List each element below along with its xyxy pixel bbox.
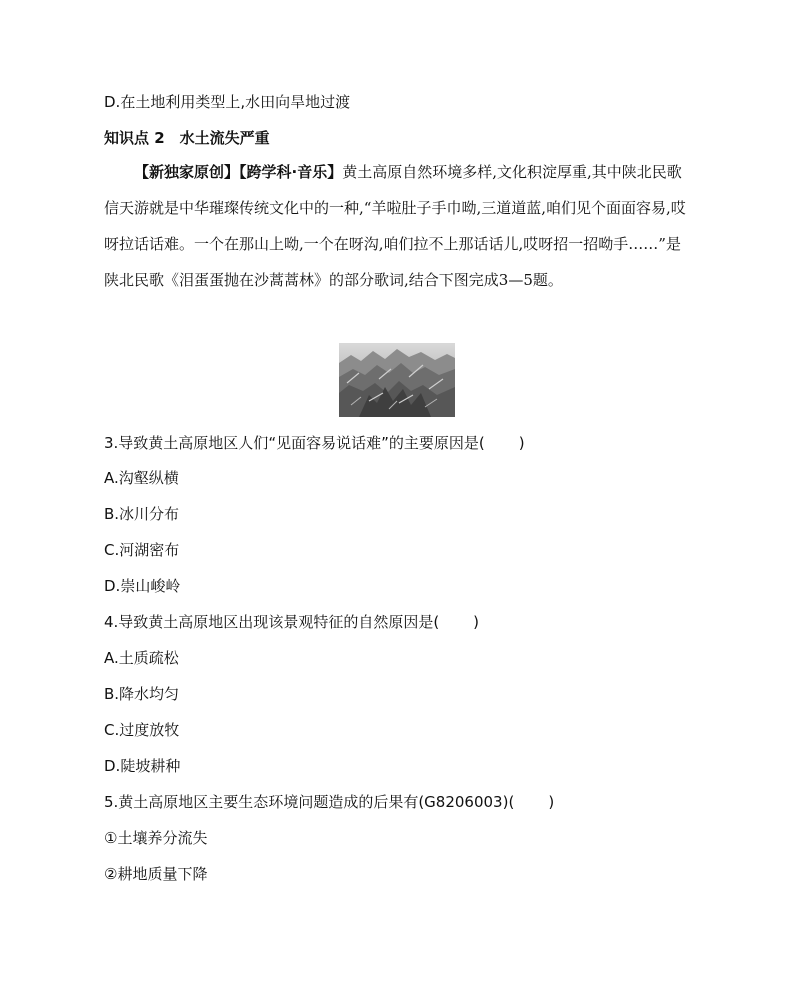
question-5-stem: 5.黄土高原地区主要生态环境问题造成的后果有(G8206003)( ) [104, 793, 555, 811]
section-title: 知识点 2 水土流失严重 [104, 129, 270, 147]
tag-original: 【新独家原创】 [134, 163, 240, 181]
question-3-option-c: C.河湖密布 [104, 541, 180, 559]
question-4-option-d: D.陡坡耕种 [104, 757, 181, 775]
question-3-stem: 3.导致黄土高原地区人们“见面容易说话难”的主要原因是( ) [104, 434, 525, 452]
question-4-stem: 4.导致黄土高原地区出现该景观特征的自然原因是( ) [104, 613, 480, 631]
question-4-option-b: B.降水均匀 [104, 685, 180, 703]
question-4-option-a: A.土质疏松 [104, 649, 179, 667]
loess-plateau-landscape-image [339, 343, 455, 417]
question-3-option-b: B.冰川分布 [104, 505, 180, 523]
question-3-option-a: A.沟壑纵横 [104, 469, 179, 487]
question-3-option-d: D.崇山峻岭 [104, 577, 181, 595]
intro-paragraph [104, 154, 689, 298]
question-5-item-1: ①土壤养分流失 [104, 829, 208, 847]
tag-cross-subject: 【跨学科·音乐】 [239, 163, 343, 181]
intro-text: 黄土高原自然环境多样,文化积淀厚重,其中陕北民歌信天游就是中华璀璨传统文化中的一种,“羊啦肚子手巾呦,三道道蓝,咱们见个面面容易,哎呀拉话话难。一个在那山上呦,一个在呀沟,咱们拉不上那话话儿,哎呀招一招呦手……”是陕北民歌《泪蛋蛋抛在沙蒿蒿林》的部分歌词,结合下图完成3—5题。 [104, 163, 686, 289]
previous-option-d: D.在土地利用类型上,水田向旱地过渡 [104, 93, 351, 111]
question-4-option-c: C.过度放牧 [104, 721, 180, 739]
question-5-item-2: ②耕地质量下降 [104, 865, 208, 883]
